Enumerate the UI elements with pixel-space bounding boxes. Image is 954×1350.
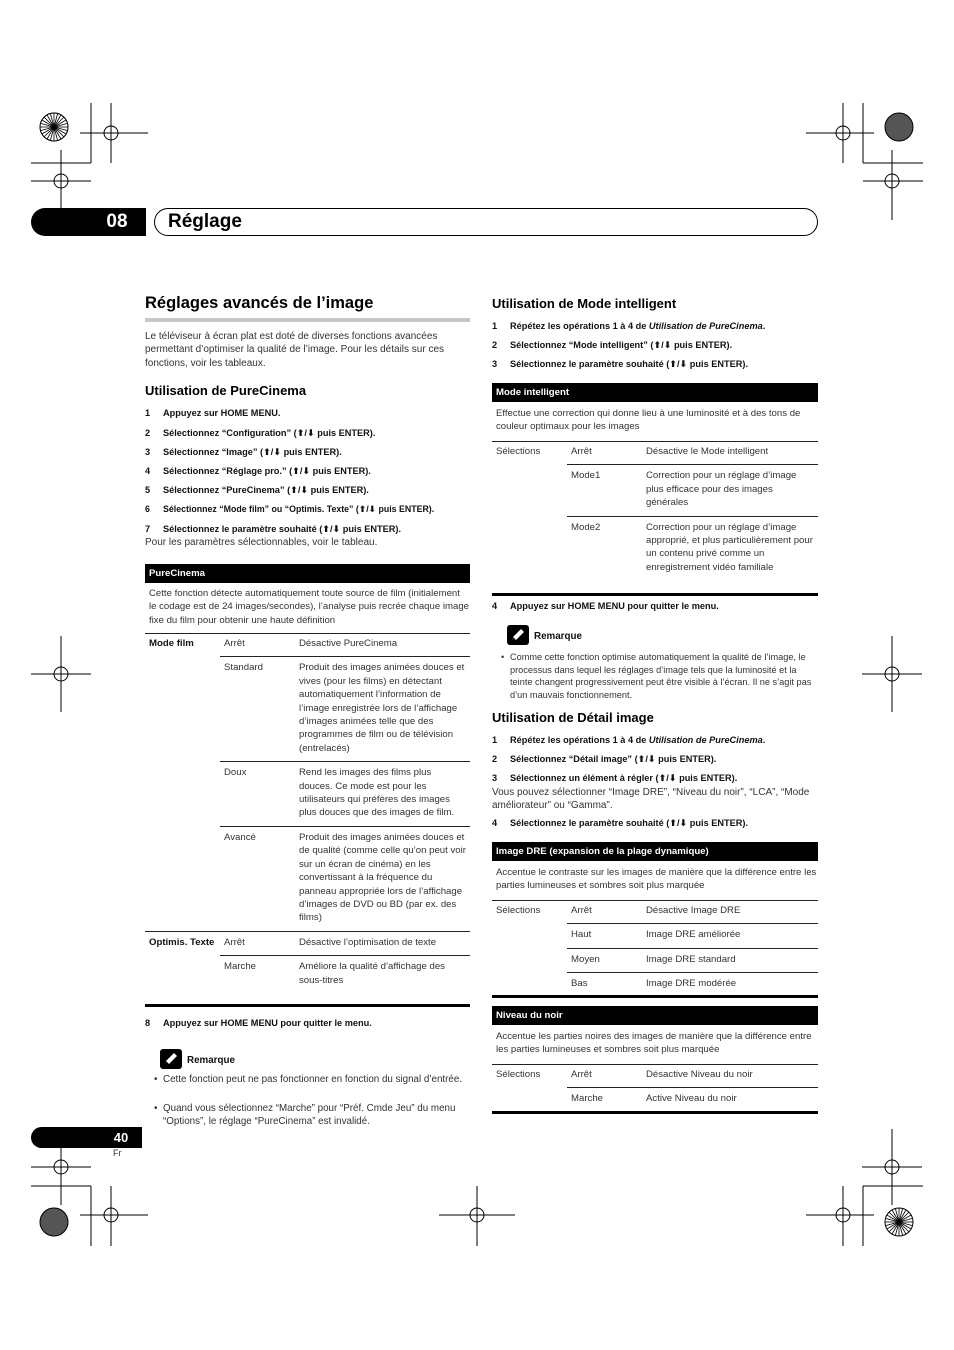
row-desc: Désactive Niveau du noir	[646, 1069, 753, 1080]
row-group	[145, 956, 220, 993]
row-option: Bas	[567, 973, 642, 997]
chapter-number: 08	[106, 211, 128, 232]
row-option: Arrêt	[571, 446, 592, 457]
pc-step-1: 1 Appuyez sur HOME MENU.	[145, 408, 281, 418]
pc-step-7: 7 Sélectionnez le paramètre souhaité (⬆/⬇ puis ENTER).	[145, 524, 401, 534]
dre-table-header: Image DRE (expansion de la plage dynamique)	[492, 842, 818, 861]
di-step-3-note: Vous pouvez sélectionner “Image DRE”, “Niveau du noir”, “LCA”, “Mode améliorateur” ou “Gamma”.	[492, 787, 810, 812]
mode-intelligent-table-header: Mode intelligent	[492, 383, 818, 402]
table-row	[492, 516, 818, 580]
table-row	[492, 1064, 818, 1088]
table-bottom-rule	[145, 1004, 470, 1007]
pc-step-2: 2 Sélectionnez “Configuration” (⬆/⬇ puis ENTER).	[145, 428, 376, 438]
table-row	[492, 924, 818, 948]
mi-step-2: 2 Sélectionnez “Mode intelligent” (⬆/⬇ puis ENTER).	[492, 340, 733, 350]
note-pencil-icon	[507, 625, 529, 645]
table-row	[492, 441, 818, 465]
note-pencil-icon	[160, 1049, 182, 1069]
pc-step-5: 5 Sélectionnez “PureCinema” (⬆/⬇ puis ENTER).	[145, 485, 369, 495]
row-option: Marche	[567, 1088, 642, 1112]
mode-intelligent-table	[492, 441, 818, 580]
section-title: Réglages avancés de l’image	[145, 294, 470, 322]
mode-intelligent-table-description: Effectue une correction qui donne lieu à une luminosité et à des tons de couleur optimaux pour les images	[496, 408, 801, 433]
table-row	[145, 657, 470, 762]
row-option: Haut	[567, 924, 642, 948]
pc-step-8: 8 Appuyez sur HOME MENU pour quitter le menu.	[145, 1018, 372, 1028]
row-group	[145, 762, 220, 827]
purecinema-heading: Utilisation de PureCinema	[145, 383, 307, 398]
table-row	[145, 762, 470, 827]
table-row	[492, 973, 818, 997]
row-group	[145, 826, 220, 931]
note-item: • Cette fonction peut ne pas fonctionner en fonction du signal d’entrée.	[154, 1073, 470, 1086]
row-group	[145, 657, 220, 762]
row-option: Arrêt	[224, 638, 245, 649]
row-group: Sélections	[496, 446, 541, 457]
noir-table-header: Niveau du noir	[492, 1006, 818, 1025]
row-option: Arrêt	[571, 1069, 592, 1080]
table-bottom-rule	[492, 995, 818, 998]
di-step-2: 2 Sélectionnez “Détail image” (⬆/⬇ puis ENTER).	[492, 754, 717, 764]
row-desc: Image DRE standard	[642, 948, 818, 972]
note-label: Remarque	[534, 631, 582, 642]
table-row	[145, 826, 470, 931]
chapter-title: Réglage	[168, 211, 242, 232]
row-group: Sélections	[496, 905, 541, 916]
row-option: Moyen	[567, 948, 642, 972]
table-row	[145, 931, 470, 955]
di-step-3: 3 Sélectionnez un élément à régler (⬆/⬇ puis ENTER).	[492, 773, 738, 783]
row-desc: Correction pour un réglage d’image approprié, et plus particulièrement pour un contenu privé comme un enregistrement vidéo familiale	[642, 516, 818, 580]
table-row	[492, 948, 818, 972]
detail-image-heading: Utilisation de Détail image	[492, 710, 654, 725]
row-desc: Image DRE améliorée	[642, 924, 818, 948]
purecinema-table-header: PureCinema	[145, 564, 470, 583]
note-item: • Quand vous sélectionnez “Marche” pour “Préf. Cmde Jeu” du menu “Options”, le réglage “PureCinema” est invalidé.	[154, 1102, 470, 1129]
row-desc: Désactive l’optimisation de texte	[295, 931, 470, 955]
row-desc: Correction pour un réglage d’image plus efficace pour des images générales	[642, 465, 818, 516]
row-option: Arrêt	[571, 905, 592, 916]
table-row	[492, 465, 818, 516]
purecinema-table	[145, 633, 470, 993]
mi-step-3: 3 Sélectionnez le paramètre souhaité (⬆/⬇ puis ENTER).	[492, 359, 748, 369]
table-bottom-rule	[492, 593, 818, 596]
row-option: Avancé	[220, 826, 295, 931]
row-desc: Produit des images animées douces et de qualité (comme celle qu’on peut voir sur un écran de cinéma) en les convertissant à la fréquence du panneau appropriée lors de l’affichage d’images de DVD ou BD (par ex. des films)	[295, 826, 470, 931]
noir-table	[492, 1064, 818, 1112]
pc-step-6: 6 Sélectionnez “Mode film” ou “Optimis. Texte” (⬆/⬇ puis ENTER).	[145, 504, 435, 514]
table-row	[492, 1088, 818, 1112]
table-row	[145, 633, 470, 657]
row-desc: Améliore la qualité d’affichage des sous-titres	[295, 956, 470, 993]
mode-intelligent-heading: Utilisation de Mode intelligent	[492, 296, 677, 311]
row-option: Arrêt	[220, 931, 295, 955]
di-step-4: 4 Sélectionnez le paramètre souhaité (⬆/⬇ puis ENTER).	[492, 818, 748, 828]
row-desc: Image DRE modérée	[642, 973, 818, 997]
intro-paragraph: Le téléviseur à écran plat est doté de diverses fonctions avancées permettant d’optimiser la qualité de l’image. Pour les détails sur ces fonctions, voir les tableaux.	[145, 331, 445, 369]
row-desc: Désactive PureCinema	[299, 638, 398, 649]
di-step-1: 1 Répétez les opérations 1 à 4 de Utilisation de PureCinema.	[492, 735, 766, 745]
row-option: Mode2	[567, 516, 642, 580]
row-desc: Désactive Image DRE	[646, 905, 741, 916]
pc-step-3: 3 Sélectionnez “Image” (⬆/⬇ puis ENTER).	[145, 447, 342, 457]
page-language: Fr	[113, 1148, 122, 1158]
row-group: Optimis. Texte	[145, 931, 220, 955]
row-option: Standard	[220, 657, 295, 762]
row-option: Mode1	[567, 465, 642, 516]
note-item: • Comme cette fonction optimise automatiquement la qualité de l’image, le processus dans lequel les réglages d’image tels que la luminosité et la teinte changent progressivement peut être visible à l’écran. Il ne s’agit pas d’un mauvais fonctionnement.	[501, 651, 817, 701]
row-group: Mode film	[149, 638, 194, 649]
row-group: Sélections	[496, 1069, 541, 1080]
table-row	[492, 900, 818, 924]
mi-step-1: 1 Répétez les opérations 1 à 4 de Utilisation de PureCinema.	[492, 321, 766, 331]
row-desc: Désactive le Mode intelligent	[646, 446, 769, 457]
purecinema-table-description: Cette fonction détecte automatiquement toute source de film (initialement le codage est de 24 images/secondes), l’analyse puis recrée chaque image fixe du film pour obtenir une haute définition	[149, 588, 469, 626]
row-desc: Rend les images des films plus douces. Ce mode est pour les utilisateurs qui préfères des images plus douces que des images de film.	[295, 762, 470, 827]
dre-table-description: Accentue le contraste sur les images de manière que la différence entre les parties lumineuses et sombres soit plus marquée	[496, 867, 817, 892]
mi-step-4: 4 Appuyez sur HOME MENU pour quitter le menu.	[492, 601, 719, 611]
table-bottom-rule	[492, 1111, 818, 1114]
row-desc: Produit des images animées douces et vives (pour les films) en détectant automatiquement l’information de l’image enregistrée lors de l’affichage d’images animées telle que des programmes de film ou de télévision (entrelacés)	[295, 657, 470, 762]
chapter-title-bar	[154, 208, 818, 236]
page-number: 40	[113, 1130, 129, 1145]
table-row	[145, 956, 470, 993]
pc-step-4: 4 Sélectionnez “Réglage pro.” (⬆/⬇ puis ENTER).	[145, 466, 371, 476]
noir-table-description: Accentue les parties noires des images de manière que la différence entre les parties lumineuses et sombres soit plus marquée	[496, 1031, 812, 1056]
dre-table	[492, 900, 818, 997]
row-option: Marche	[220, 956, 295, 993]
row-option: Doux	[220, 762, 295, 827]
note-label: Remarque	[187, 1055, 235, 1066]
row-desc: Active Niveau du noir	[642, 1088, 818, 1112]
pc-step-7-note: Pour les paramètres sélectionnables, voir le tableau.	[145, 537, 378, 548]
